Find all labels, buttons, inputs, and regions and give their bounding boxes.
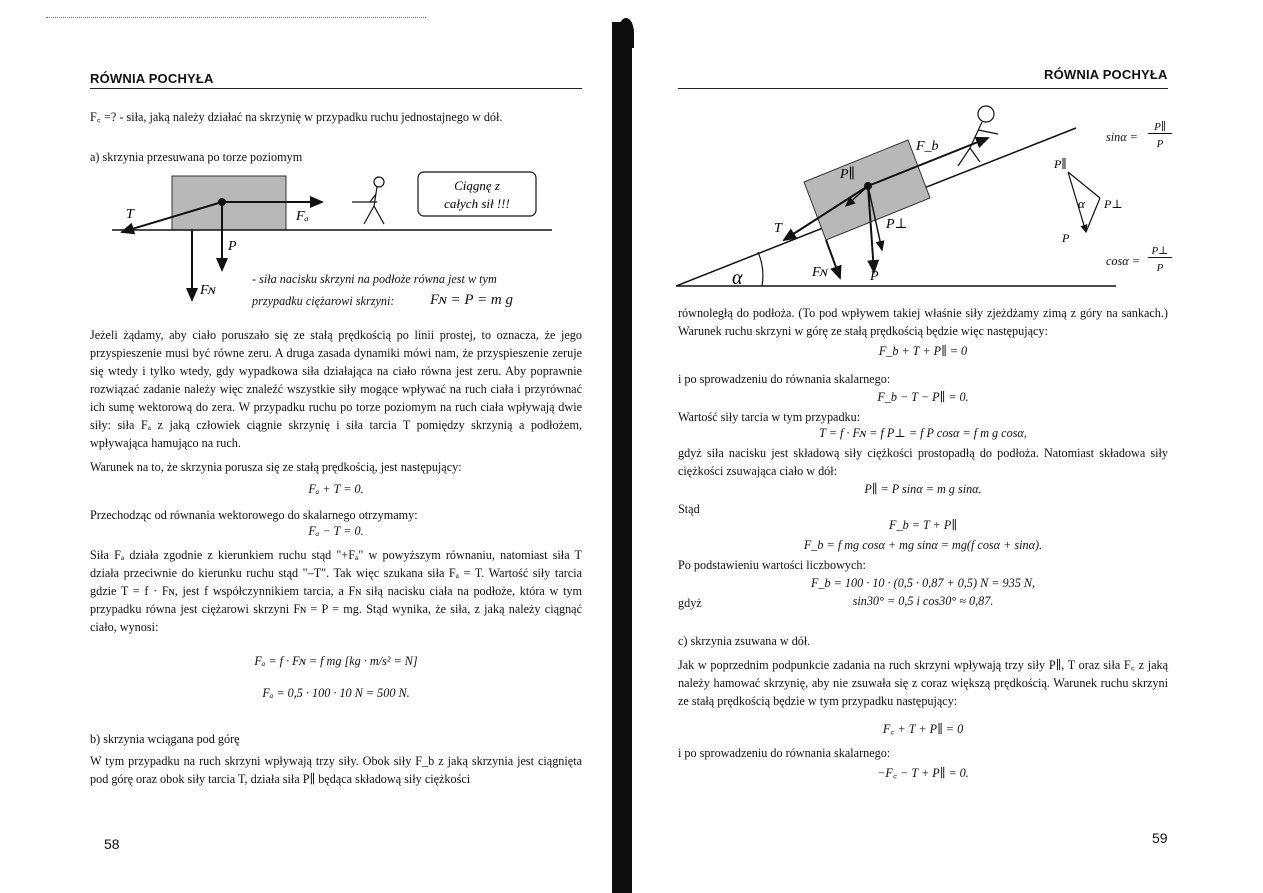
paragraph-3: Wartość siły tarcia w tym przypadku: xyxy=(678,410,861,424)
paragraph-5: Stąd xyxy=(678,502,700,516)
label-Fa: Fₐ xyxy=(296,209,309,224)
label-alpha: α xyxy=(732,267,743,289)
label-P: P xyxy=(228,239,237,254)
label-FN: Fɴ xyxy=(200,283,216,298)
intro-text: F꜀ =? - siła, jaką należy działać na skrzynię w przypadku ruchu jednostajnego w dół. xyxy=(90,110,503,124)
figure-incline xyxy=(676,100,1176,296)
equation-3: Fₐ = f · Fɴ = f mg [kg · m/s² = N] xyxy=(254,654,418,668)
tri-label-Ppar: P∥ xyxy=(1054,157,1067,171)
label-T: T xyxy=(126,207,134,222)
label-P: P xyxy=(870,269,879,284)
page-number: 59 xyxy=(1152,830,1168,846)
label-FN: Fɴ xyxy=(812,265,828,280)
equation-10: −F꜀ − T + P∥ = 0. xyxy=(877,766,969,780)
label-T: T xyxy=(774,221,782,236)
sin-numerator: P∥ xyxy=(1148,120,1172,134)
equation-6: F_b = f mg cosα + mg sinα = mg(f cosα + sinα). xyxy=(803,538,1043,552)
equation-1: Fₐ + T = 0. xyxy=(308,482,364,496)
gdyz-label: gdyż xyxy=(678,596,702,610)
page-header: RÓWNIA POCHYŁA xyxy=(1044,67,1168,82)
cos-numerator: P⊥ xyxy=(1148,244,1172,258)
item-c-label: c) skrzynia zsuwana w dół. xyxy=(678,634,811,648)
tri-label-P: P xyxy=(1062,231,1070,245)
sin-denominator: P xyxy=(1156,138,1164,150)
paragraph-7: Jak w poprzednim podpunkcie zadania na ruch skrzyni wpływają trzy siły P∥, T oraz siła F꜀ z jaką należy hamować skrzynię, aby nie zsuwała się z coraz większą prędkością. Warunek ruchu skrzyni ze stałą prędkością będzie w tym przypadku następujący: xyxy=(678,658,1168,708)
box-shape xyxy=(804,140,930,240)
person-icon xyxy=(958,106,998,166)
paragraph-4: Siła Fₐ działa zgodnie z kierunkiem ruchu stąd "+Fₐ" w powyższym równaniu, natomiast siła T działa przeciwnie do kierunku ruchu stąd "–T". Tak więc szukana siła Fₐ = T. Wartość siły tarcia gdzie T = f · Fɴ, jest f współczynnikiem tarcia, a Fɴ siłą nacisku ciała na podłoże, która w tym przypadku równa jest ciężarowi skrzyni Fɴ = P = mg. Stąd wynika, że siła, z jaką należy ciągnąć ciało, wynosi: xyxy=(90,548,582,634)
caption-line2: przypadku ciężarowi skrzyni: xyxy=(252,294,395,308)
person-icon xyxy=(364,177,384,224)
item-b-label: b) skrzynia wciągana pod górę xyxy=(90,732,240,746)
speech-line2: całych sił !!! xyxy=(444,196,510,211)
paragraph-4: gdyż siła nacisku jest składową siły ciężkości prostopadłą do podłoża. Natomiast składowa siły ciężkości zsuwająca ciało w dół: xyxy=(678,446,1168,478)
book-spine xyxy=(612,22,632,893)
angle-arc xyxy=(758,252,763,286)
label-Fb: F_b xyxy=(916,139,939,154)
equation-3: T = f · Fɴ = f P⊥ = f P cosα = f m g cosα, xyxy=(819,426,1027,440)
normal-arrow xyxy=(826,240,840,278)
paragraph-8: i po sprowadzeniu do równania skalarnego: xyxy=(678,746,891,760)
cos-lhs: cosα = xyxy=(1106,254,1140,268)
label-Ppar: P∥ xyxy=(840,167,856,182)
page-header: RÓWNIA POCHYŁA xyxy=(90,71,214,86)
caption-line1: - siła nacisku skrzyni na podłoże równa jest w tym xyxy=(252,272,497,286)
equation-1: F_b + T + P∥ = 0 xyxy=(878,344,968,358)
equation-8: sin30° = 0,5 i cos30° ≈ 0,87. xyxy=(852,594,994,608)
equation-9: F꜀ + T + P∥ = 0 xyxy=(882,722,964,736)
equation-2: Fₐ − T = 0. xyxy=(308,524,364,538)
paragraph-5: W tym przypadku na ruch skrzyni wpływają trzy siły. Obok siły F_b z jaką skrzynia jest ciągnięta pod górę oraz obok siły tarcia T, działa siła P∥ będąca składową siły ciężkości xyxy=(90,754,582,786)
paragraph-2: Warunek na to, że skrzynia porusza się ze stałą prędkością, jest następujący: xyxy=(90,460,462,474)
tri-label-alpha: α xyxy=(1078,196,1085,211)
paragraph-2: i po sprowadzeniu do równania skalarnego: xyxy=(678,372,891,386)
header-rule xyxy=(90,88,582,89)
label-Pperp: P⊥ xyxy=(886,217,908,232)
equation-7: F_b = 100 · 10 · (0,5 · 0,87 + 0,5) N = 935 N, xyxy=(810,576,1036,590)
paragraph-1: równoległą do podłoża. (To pod wpływem takiej właśnie siły zjeżdżamy zimą z góry na sankach.) Warunek ruchu skrzyni w górę ze stałą prędkością będzie więc następujący: xyxy=(678,306,1168,338)
sin-lhs: sinα = xyxy=(1106,130,1138,144)
equation-4: Fₐ = 0,5 · 100 · 10 N = 500 N. xyxy=(262,686,410,700)
tri-label-Pperp: P⊥ xyxy=(1104,197,1123,211)
paragraph-6: Po podstawieniu wartości liczbowych: xyxy=(678,558,866,572)
right-page xyxy=(632,0,1263,893)
cos-denominator: P xyxy=(1156,262,1164,274)
equation-5: F_b = T + P∥ xyxy=(889,518,957,532)
page-number: 58 xyxy=(104,836,120,852)
equation-2: F_b − T − P∥ = 0. xyxy=(877,390,969,404)
speech-line1: Ciągnę z xyxy=(454,178,500,193)
caption-formula: Fɴ = P = m g xyxy=(430,292,513,308)
paragraph-1: Jeżeli żądamy, aby ciało poruszało się ze stałą prędkością po linii prostej, to oznacza, że jego przyspieszenie musi być równe zeru. A druga zasada dynamiki mówi nam, że przyspieszenie zeruje się wtedy i tylko wtedy, gdy wypadkowa siła działająca na ciało równa jest zeru. Aby poprawnie rozwiązać zadanie należy więc znaleźć wszystkie siły mogące wpływać na ruch ciała i przyrównać ich sumę wektorową do zera. W przypadku ruchu po torze poziomym na ruch ciała wpływają dwie siły: siła Fₐ z jaką człowiek ciągnie skrzynię i siła tarcia T pomiędzy skrzynią a podłożem, wpływająca hamująco na ruch. xyxy=(90,328,582,450)
left-page xyxy=(0,0,610,893)
equation-4: P∥ = P sinα = m g sinα. xyxy=(864,482,982,496)
header-rule xyxy=(678,88,1168,89)
paragraph-3: Przechodząc od równania wektorowego do skalarnego otrzymamy: xyxy=(90,508,418,522)
item-a-label: a) skrzynia przesuwana po torze poziomym xyxy=(90,150,303,164)
